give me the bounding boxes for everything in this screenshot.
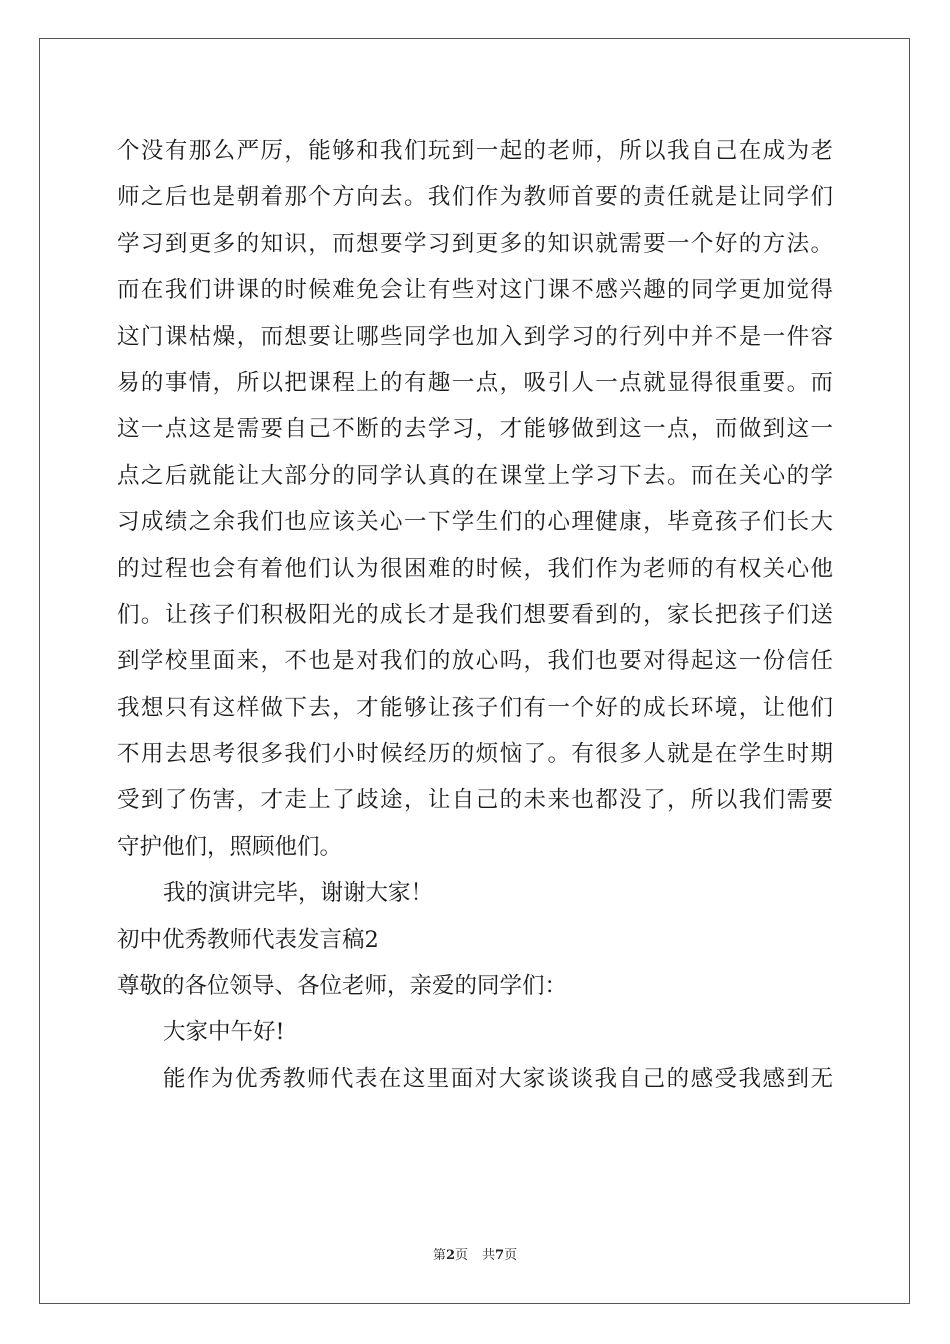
greeting-line: 大家中午好! (163, 1019, 285, 1046)
body-line: 这一点这是需要自己不断的去学习，才能够做到这一点，而做到这一 (117, 416, 833, 443)
page-suffix: 页 (454, 1248, 468, 1263)
current-page-number: 2 (445, 1248, 455, 1263)
body-line: 习成绩之余我们也应该关心一下学生们的心理健康，毕竟孩子们长大 (117, 509, 833, 536)
opening-line: 能作为优秀教师代表在这里面对大家谈谈我自己的感受我感到无 (163, 1065, 833, 1092)
total-prefix: 共 (482, 1248, 496, 1263)
body-line: 易的事情，所以把课程上的有趣一点，吸引人一点就显得很重要。而 (117, 369, 833, 396)
speech-title: 初中优秀教师代表发言稿2 (117, 926, 379, 953)
body-line: 我想只有这样做下去，才能够让孩子们有一个好的成长环境，让他们 (117, 694, 833, 721)
page-prefix: 第 (432, 1248, 446, 1263)
total-suffix: 页 (504, 1248, 518, 1263)
body-line: 点之后就能让大部分的同学认真的在课堂上学习下去。而在关心的学 (117, 462, 833, 489)
document-body (117, 128, 833, 1102)
body-line: 不用去思考很多我们小时候经历的烦恼了。有很多人就是在学生时期 (117, 741, 833, 768)
body-line: 学习到更多的知识，而想要学习到更多的知识就需要一个好的方法。 (117, 230, 833, 257)
body-line: 而在我们讲课的时候难免会让有些对这门课不感兴趣的同学更加觉得 (117, 277, 833, 304)
body-line: 这门课枯燥，而想要让哪些同学也加入到学习的行列中并不是一件容 (117, 323, 833, 350)
total-page-count: 7 (495, 1248, 505, 1263)
body-line: 个没有那么严厉，能够和我们玩到一起的老师，所以我自己在成为老 (117, 138, 833, 164)
body-line: 受到了伤害，才走上了歧途，让自己的未来也都没了，所以我们需要 (117, 787, 833, 814)
body-line: 师之后也是朝着那个方向去。我们作为教师首要的责任就是让同学们 (117, 184, 833, 211)
body-line: 守护他们，照顾他们。 (117, 833, 343, 860)
body-line: 到学校里面来，不也是对我们的放心吗，我们也要对得起这一份信任 (117, 648, 833, 675)
body-line: 的过程也会有着他们认为很困难的时候，我们作为老师的有权关心他 (117, 555, 833, 582)
body-line: 们。让孩子们积极阳光的成长才是我们想要看到的，家长把孩子们送 (117, 601, 833, 628)
salutation-line: 尊敬的各位领导、各位老师，亲爱的同学们： (117, 973, 568, 1000)
closing-line: 我的演讲完毕，谢谢大家！ (163, 880, 434, 907)
page-footer (0, 1248, 950, 1264)
